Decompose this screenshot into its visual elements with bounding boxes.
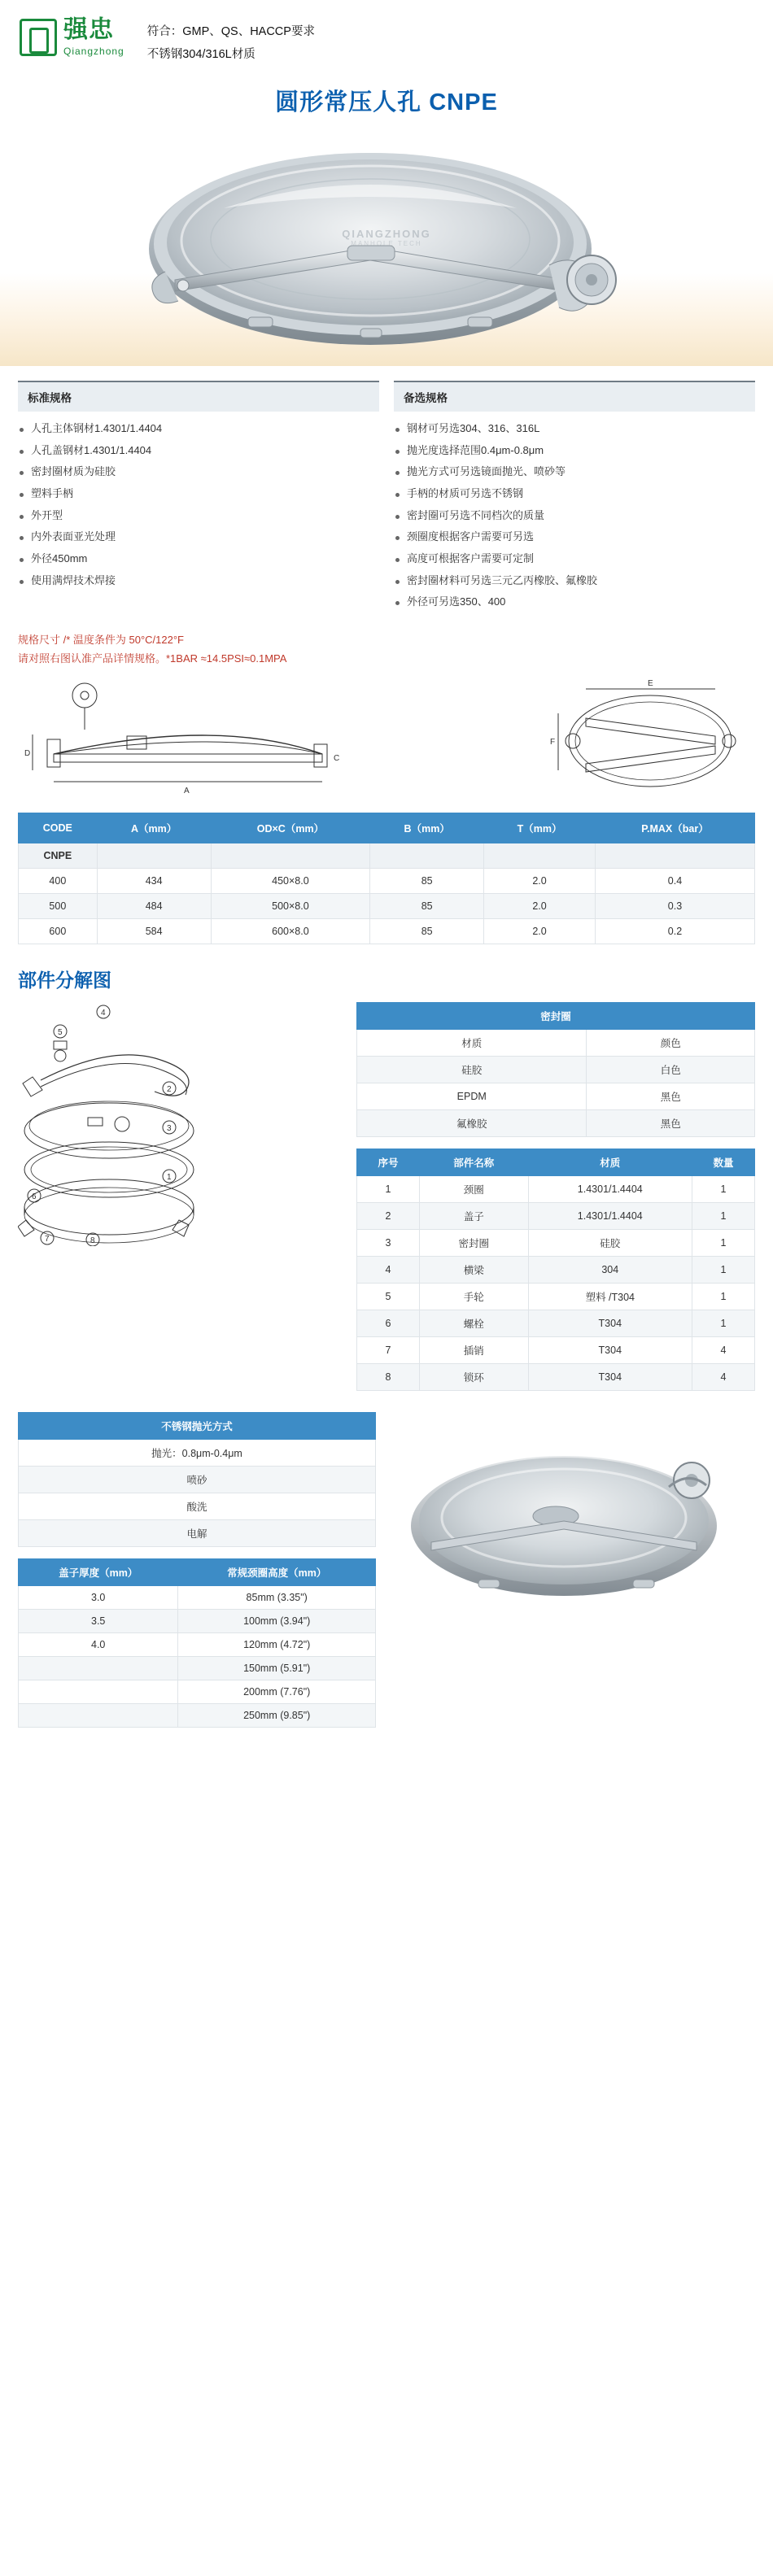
cell (370, 843, 484, 869)
col-quantity: 数量 (692, 1149, 754, 1176)
cell (19, 1680, 178, 1704)
table-header-row (357, 1149, 755, 1176)
list-item: 内外表面亚光处理 (18, 526, 379, 548)
cell: 484 (97, 894, 211, 919)
cell: 304 (528, 1257, 692, 1284)
cell-header-color: 颜色 (587, 1030, 755, 1057)
cell: 584 (97, 919, 211, 944)
cell (97, 843, 211, 869)
top-view-drawing (548, 676, 752, 798)
table-row (19, 1680, 376, 1704)
bottom-product-photo (389, 1412, 755, 1624)
specification-section (0, 366, 773, 613)
cell: 0.2 (596, 919, 755, 944)
exploded-tables (356, 1002, 755, 1391)
cell (484, 843, 596, 869)
table-row (357, 1310, 755, 1337)
cell-code-name: CNPE (19, 843, 98, 869)
table-row (19, 1610, 376, 1633)
col-index: 序号 (357, 1149, 420, 1176)
list-item: 颈圈度根据客户需要可另选 (394, 526, 755, 548)
cell: 600 (19, 919, 98, 944)
header-line-1: 符合：GMP、QS、HACCP要求 (146, 25, 315, 38)
cell: 500 (19, 894, 98, 919)
parts-list-table (356, 1149, 755, 1391)
polish-method-table (18, 1412, 376, 1547)
col-pmax: P.MAX（bar） (596, 813, 755, 843)
list-item: 塑料手柄 (18, 483, 379, 505)
svg-text:1: 1 (167, 1173, 172, 1183)
image-watermark (342, 228, 431, 247)
standard-spec-list (18, 412, 379, 591)
cell: EPDM (357, 1083, 587, 1110)
cell: 0.4 (596, 869, 755, 894)
col-b: B（mm） (370, 813, 484, 843)
table-header-row (19, 1413, 376, 1440)
svg-text:D: D (24, 749, 31, 759)
svg-text:5: 5 (58, 1028, 63, 1038)
dimension-note-line-2: 请对照右图认准产品详情规格。*1BAR ≈14.5PSI≈0.1MPA (18, 652, 287, 665)
cell (211, 843, 370, 869)
cell: 1 (357, 1176, 420, 1203)
cell: 1.4301/1.4404 (528, 1203, 692, 1230)
cell: 硅胶 (528, 1230, 692, 1257)
table-row (19, 894, 755, 919)
table-spacer (18, 1547, 376, 1558)
cell: 600×8.0 (211, 919, 370, 944)
list-item: 使用满焊技术焊接 (18, 570, 379, 592)
technical-drawings (0, 673, 773, 806)
table-row (357, 1284, 755, 1310)
cell: 100mm (3.94") (178, 1610, 376, 1633)
table-header-row (357, 1003, 755, 1030)
cell: 2.0 (484, 869, 596, 894)
page-header (0, 0, 773, 72)
cell: 2.0 (484, 919, 596, 944)
svg-text:F: F (550, 738, 556, 748)
svg-text:3: 3 (167, 1124, 172, 1134)
cell: 85mm (3.35") (178, 1586, 376, 1610)
table-row (357, 1203, 755, 1230)
seal-table-title: 密封圈 (357, 1003, 755, 1030)
table-row (357, 1057, 755, 1083)
list-item: 钢材可另选304、316、316L (394, 418, 755, 440)
cell: 塑料 /T304 (528, 1284, 692, 1310)
cell: 4 (692, 1337, 754, 1364)
cell: 1 (692, 1176, 754, 1203)
cell: 抛光：0.8μm-0.4μm (19, 1440, 376, 1467)
cell: 手轮 (420, 1284, 529, 1310)
list-item: 密封圈可另选不同档次的质量 (394, 505, 755, 527)
table-row (19, 1467, 376, 1493)
logo-text-en: Qiangzhong (63, 46, 124, 57)
seal-ring-table (356, 1002, 755, 1137)
cell: 喷砂 (19, 1467, 376, 1493)
table-row (357, 1030, 755, 1057)
table-row (19, 1633, 376, 1657)
cell (19, 1657, 178, 1680)
cell: 1.4301/1.4404 (528, 1176, 692, 1203)
cell: 黑色 (587, 1083, 755, 1110)
cell: 2 (357, 1203, 420, 1230)
table-row (357, 1176, 755, 1203)
cell: 1 (692, 1257, 754, 1284)
cell: 120mm (4.72") (178, 1633, 376, 1657)
table-row (357, 1230, 755, 1257)
manhole-photo-bottom (389, 1412, 731, 1615)
list-item: 外开型 (18, 505, 379, 527)
cell: 黑色 (587, 1110, 755, 1137)
col-part-name: 部件名称 (420, 1149, 529, 1176)
cell: 85 (370, 894, 484, 919)
manhole-illustration (126, 143, 647, 355)
list-item: 抛光方式可另选镜面抛光、喷砂等 (394, 461, 755, 483)
watermark-sub: MANHOLE TECH (351, 240, 422, 248)
svg-text:6: 6 (32, 1192, 37, 1202)
cell: 4 (692, 1364, 754, 1391)
table-header-row (19, 813, 755, 843)
cell: 6 (357, 1310, 420, 1337)
cell: 横梁 (420, 1257, 529, 1284)
cell: T304 (528, 1310, 692, 1337)
svg-text:E: E (648, 679, 653, 689)
svg-text:C: C (334, 754, 340, 764)
col-material: 材质 (528, 1149, 692, 1176)
table-row (357, 1083, 755, 1110)
cell: 电解 (19, 1520, 376, 1547)
dimension-note-line-1: 规格尺寸 /* 温度条件为 50°C/122°F (18, 633, 184, 646)
standard-spec-heading: 标准规格 (18, 381, 379, 412)
cell: 200mm (7.76") (178, 1680, 376, 1704)
cell: 85 (370, 919, 484, 944)
cell: 锁环 (420, 1364, 529, 1391)
cell: 4.0 (19, 1633, 178, 1657)
cell: 盖子 (420, 1203, 529, 1230)
polish-table-title: 不锈钢抛光方式 (19, 1413, 376, 1440)
cell-header-material: 材质 (357, 1030, 587, 1057)
brand-logo (20, 18, 124, 57)
header-line-2: 不锈钢304/316L材质 (146, 47, 255, 61)
exploded-section (0, 999, 773, 1391)
bottom-left-column (18, 1412, 376, 1728)
logo-mark-icon (20, 19, 57, 56)
list-item: 人孔盖钢材1.4301/1.4404 (18, 440, 379, 462)
list-item: 手柄的材质可另选不锈钢 (394, 483, 755, 505)
table-header-row (19, 1559, 376, 1586)
exploded-parts-drawing (18, 1002, 343, 1246)
cell: 450×8.0 (211, 869, 370, 894)
cell: 硅胶 (357, 1057, 587, 1083)
svg-text:4: 4 (101, 1009, 106, 1018)
col-cover-thickness: 盖子厚度（mm） (19, 1559, 178, 1586)
col-odc: OD×C（mm） (211, 813, 370, 843)
cell: 3.0 (19, 1586, 178, 1610)
dimension-note (0, 613, 773, 673)
cell: 插销 (420, 1337, 529, 1364)
table-row (19, 1704, 376, 1728)
cell: 5 (357, 1284, 420, 1310)
table-row (19, 869, 755, 894)
cell: 3 (357, 1230, 420, 1257)
list-item: 密封圈材质为硅胶 (18, 461, 379, 483)
table-row (19, 1586, 376, 1610)
svg-text:2: 2 (167, 1085, 172, 1095)
cell: 0.3 (596, 894, 755, 919)
optional-spec-heading: 备选规格 (394, 381, 755, 412)
cell: 1 (692, 1230, 754, 1257)
logo-text-cn: 强忠 (63, 16, 114, 43)
table-row (357, 1110, 755, 1137)
cell: 250mm (9.85") (178, 1704, 376, 1728)
page-title: 圆形常压人孔 CNPE (275, 89, 498, 116)
exploded-diagram (18, 1002, 343, 1391)
cell (19, 1704, 178, 1728)
svg-text:8: 8 (90, 1236, 95, 1246)
cell: 3.5 (19, 1610, 178, 1633)
table-spacer (356, 1137, 755, 1149)
cell: 8 (357, 1364, 420, 1391)
table-row (357, 1257, 755, 1284)
cell: 500×8.0 (211, 894, 370, 919)
list-item: 高度可根据客户需要可定制 (394, 548, 755, 570)
table-row (357, 1364, 755, 1391)
bottom-section (0, 1391, 773, 1728)
cell: 434 (97, 869, 211, 894)
optional-spec-column (394, 381, 755, 613)
col-code: CODE (19, 813, 98, 843)
cell: 4 (357, 1257, 420, 1284)
col-t: T（mm） (484, 813, 596, 843)
table-row (19, 843, 755, 869)
cover-thickness-table (18, 1558, 376, 1728)
cell: 150mm (5.91") (178, 1657, 376, 1680)
cell: 1 (692, 1310, 754, 1337)
exploded-section-title: 部件分解图 (18, 970, 111, 992)
cell: 密封圈 (420, 1230, 529, 1257)
svg-text:7: 7 (45, 1235, 50, 1244)
specification-table (18, 813, 755, 944)
table-row (19, 1493, 376, 1520)
hero-product-image (0, 122, 773, 366)
table-row (19, 1657, 376, 1680)
cell: 1 (692, 1203, 754, 1230)
cell: T304 (528, 1337, 692, 1364)
cell: T304 (528, 1364, 692, 1391)
cell: 7 (357, 1337, 420, 1364)
standard-spec-column (18, 381, 379, 613)
optional-spec-list (394, 412, 755, 613)
table-row (357, 1337, 755, 1364)
list-item: 外径450mm (18, 548, 379, 570)
cell: 氟橡胶 (357, 1110, 587, 1137)
cell (596, 843, 755, 869)
cell: 酸洗 (19, 1493, 376, 1520)
cell: 白色 (587, 1057, 755, 1083)
cell: 400 (19, 869, 98, 894)
list-item: 抛光度选择范围0.4μm-0.8μm (394, 440, 755, 462)
table-row (19, 919, 755, 944)
watermark-main: QIANGZHONG (342, 228, 431, 241)
header-certifications (147, 18, 315, 66)
cell: 2.0 (484, 894, 596, 919)
cell: 85 (370, 869, 484, 894)
cell: 螺栓 (420, 1310, 529, 1337)
table-row (19, 1520, 376, 1547)
col-neck-height: 常规颈圈高度（mm） (178, 1559, 376, 1586)
list-item: 人孔主体钢材1.4301/1.4404 (18, 418, 379, 440)
svg-text:A: A (184, 787, 190, 796)
cell: 颈圈 (420, 1176, 529, 1203)
side-section-drawing (21, 676, 395, 798)
cell: 1 (692, 1284, 754, 1310)
col-a: A（mm） (97, 813, 211, 843)
page-bottom-padding (0, 1728, 773, 1752)
table-row (19, 1440, 376, 1467)
list-item: 密封圈材料可另选三元乙丙橡胶、氟橡胶 (394, 570, 755, 592)
list-item: 外径可另选350、400 (394, 591, 755, 613)
